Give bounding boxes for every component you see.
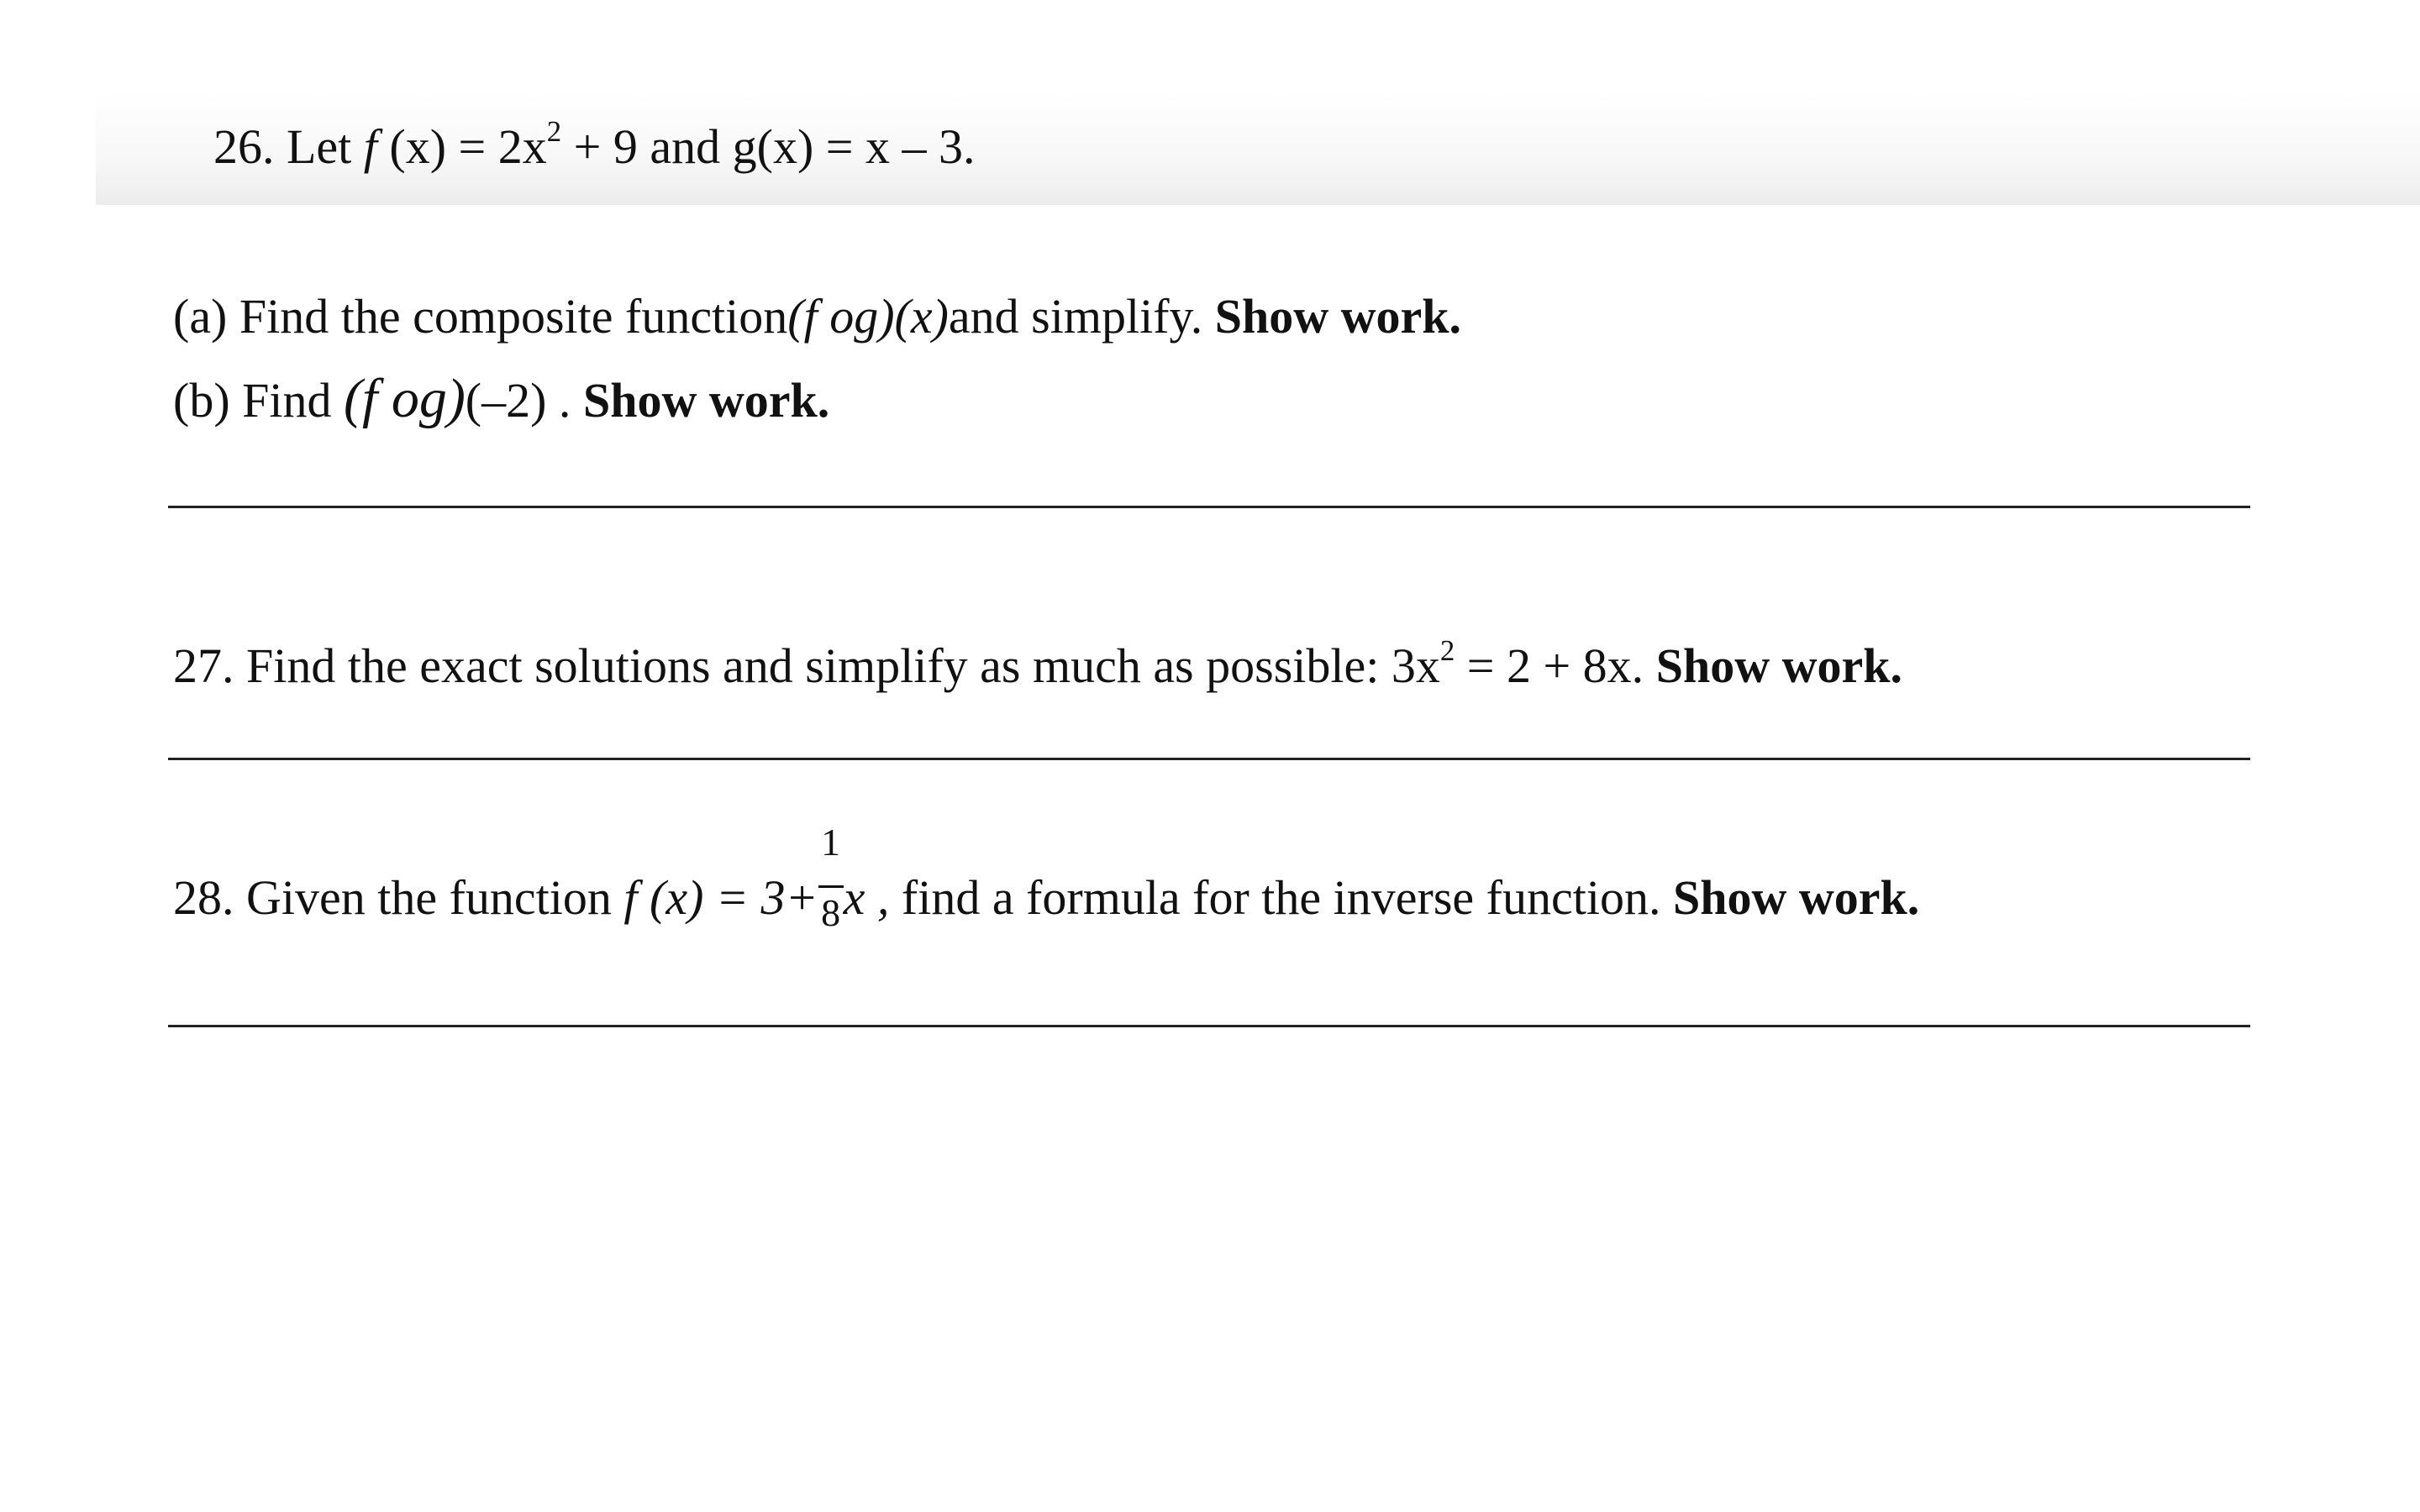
q26-f: f: [363, 119, 377, 174]
divider-line-2: [168, 758, 2250, 760]
question-26a: [173, 289, 1462, 344]
q28-denominator: 8: [821, 891, 841, 934]
q26b-show-work: Show work.: [582, 373, 830, 428]
q26b-lead: (b) Find: [173, 373, 344, 428]
q28-x: x ,: [843, 870, 902, 925]
q27-exponent: 2: [1439, 633, 1455, 667]
q26a-show-work: Show work.: [1214, 289, 1462, 344]
divider-line-1: [168, 506, 2250, 508]
q26a-mid: and simplify.: [948, 289, 1215, 344]
question-26: [213, 114, 976, 174]
q27-lead: 27. Find the exact solutions and simplify as much as possible: 3x: [173, 638, 1440, 693]
q26-f-rest: + 9 and: [561, 119, 733, 174]
q28-show-work: Show work.: [1672, 870, 1920, 925]
q28-fraction: [818, 821, 844, 934]
q27-show-work: Show work.: [1655, 638, 1902, 693]
q28-fx: f (x) = 3+: [623, 870, 818, 925]
q28-numerator: 1: [821, 821, 841, 864]
q28-rest: find a formula for the inverse function.: [901, 870, 1673, 925]
question-26b: [173, 368, 830, 429]
divider-line-3: [168, 1025, 2250, 1027]
q26-f-arg: (x) = 2x: [376, 119, 547, 174]
question-28: [173, 821, 1920, 934]
q28-fraction-bar: [818, 885, 844, 888]
q26b-arg: (–2) .: [465, 373, 583, 428]
q26a-lead: (a) Find the composite function: [173, 289, 788, 344]
q27-rest: = 2 + 8x.: [1455, 638, 1656, 693]
q28-lead: 28. Given the function: [173, 870, 624, 925]
q26-g: g(x) = x – 3.: [732, 119, 976, 174]
q26b-expr: (f og): [344, 368, 466, 429]
question-27: [173, 633, 1902, 693]
q26-exponent: 2: [546, 114, 562, 148]
q26a-expr: (f og)(x): [787, 289, 949, 344]
q26-lead: 26. Let: [213, 119, 364, 174]
